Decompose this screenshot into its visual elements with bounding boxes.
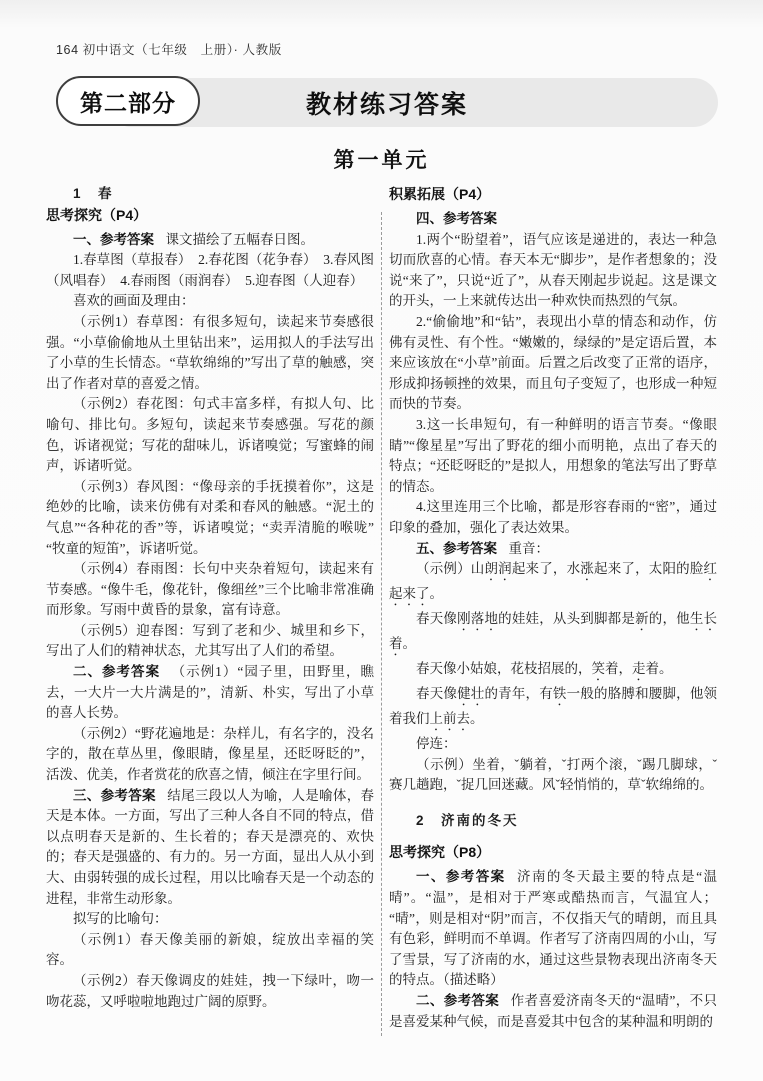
section-head-sikao-p4: 思考探究（P4） [46, 206, 148, 223]
answer-paragraph: （示例2）“野花遍地是：杂样儿，有名字的，没名字的，散在草丛里，像眼睛，像星星，还眨呀眨的”，活泼、优美，作者赏花的欣喜之情，倾注在字里行间。 [46, 725, 374, 783]
answer-paragraph: 停连： [416, 736, 457, 752]
answer-paragraph: （示例5）迎春图：写到了老和少、城里和乡下，写出了人们的精神状态，尤其写出了人们的希望。 [46, 622, 374, 659]
answer-paragraph: 4.这里连用三个比喻，都是形容春雨的“密”，通过印象的叠加，强化了表达效果。 [389, 499, 717, 535]
unit-title: 第一单元 [333, 149, 430, 172]
answer-paragraph: （示例）坐着，ˇ躺着，ˇ打两个滚，ˇ踢几脚球，ˇ赛几趟跑，ˇ捉几回迷藏。风ˇ轻悄悄的，草ˇ软绵绵的。 [389, 756, 717, 793]
answer-paragraph: 三、参考答案 结尾三段以人为喻，人是喻体，春天是本体。一方面，写出了三种人各自不同的特点，借以点明春天是新的、生长着的；春天是漂亮的、欢快的；春天是强盛的、有力的。另一方面，显出人从小到大、由弱转强的成长过程，用以比喻春天是一个动态的进程，非常生动形象。 [46, 787, 375, 906]
answer-paragraph: 一、参考答案 课文描绘了五幅春日图。 [73, 231, 314, 247]
answer-lead: 二、参考答案 [73, 664, 161, 680]
answer-paragraph: （示例2）春天像调皮的娃娃，拽一下绿叶，吻一吻花蕊，又呼啦啦地跑过广阔的原野。 [46, 972, 374, 1009]
answer-lead: 四、参考答案 [416, 211, 497, 226]
answer-paragraph: 1.春草图（草报春） 2.春花图（花争春） 3.春风图（风唱春） 4.春雨图（雨润春） 5.迎春图（人迎春） [46, 252, 374, 288]
answer-paragraph [389, 209, 717, 230]
answer-paragraph: 二、参考答案 作者喜爱济南冬天的“温晴”，不只是喜爱某种气候，而是喜爱其中包含的某种温和明朗的 [389, 993, 717, 1029]
right-column [389, 184, 717, 1040]
answer-lead: 五、参考答案 [416, 540, 497, 556]
left-column [46, 184, 374, 1040]
answer-paragraph: 3.这一长串短句，有一种鲜明的语言节奏。“像眼睛”“像星星”写出了野花的细小而明艳，点出了春天的特点；“还眨呀眨的”是拟人，用想象的笔法写出了野草的情态。 [389, 416, 717, 494]
banner-title: 教材练习答案 [305, 90, 468, 119]
answer-paragraph-emphasis: 春天像小姑娘，花枝招展的，笑着，走着。 [416, 661, 673, 677]
answer-lead: 三、参考答案 [73, 787, 156, 803]
section-head-sikao-p8: 思考探究（P8） [389, 844, 491, 861]
answer-paragraph: （示例1）春草图：有很多短句，读起来节奏感很强。“小草偷偷地从土里钻出来”，运用拟人的手法写出了小草的生长情态。“草软绵绵的”写出了草的触感，突出了作者对草的喜爱之情。 [46, 313, 374, 391]
answer-paragraph: 2.“偷偷地”和“钻”，表现出小草的情态和动作，仿佛有灵性、有个性。“嫩嫩的，绿绿的”是定语后置，本来应该放在“小草”前面。后置之后改变了正常的语序，形成抑扬顿挫的效果，而且句子变短了，也形成一种短而快的节奏。 [389, 313, 717, 412]
answer-paragraph-emphasis: （示例）山朗润起来了，水涨起来了，太阳的脸红起来了。 [389, 561, 718, 602]
answer-paragraph: （示例4）春雨图：长句中夹杂着短句，读起来有节奏感。“像牛毛，像花针，像细丝”三个比喻非常准确而形象。写雨中黄昏的景象，富有诗意。 [46, 561, 374, 618]
answer-paragraph: 拟写的比喻句： [73, 911, 168, 927]
column-divider [374, 184, 389, 1040]
part-banner [56, 76, 718, 127]
page-header: 164 初中语文（七年级 上册）· 人教版 [56, 43, 282, 57]
answer-paragraph: 喜欢的画面及理由： [73, 293, 195, 309]
answer-paragraph: 五、参考答案 重音： [416, 540, 549, 556]
part-label-pill [56, 76, 200, 126]
answer-paragraph-emphasis: 春天像刚落地的娃娃，从头到脚都是新的，他生长着。 [389, 611, 718, 652]
two-column-layout [46, 184, 717, 1040]
lesson-1-title: 1 春 [73, 186, 114, 201]
answer-paragraph: （示例3）春风图：“像母亲的手抚摸着你”，这是绝妙的比喻，读来仿佛有对柔和春风的触感。“泥土的气息”“各种花的香”等，诉诸嗅觉；“卖弄清脆的喉咙”“牧童的短笛”，诉诸听觉。 [46, 478, 374, 556]
section-head-jilei-p4: 积累拓展（P4） [389, 186, 491, 202]
answer-lead: 一、参考答案 [416, 869, 506, 885]
answer-paragraph: 1.两个“盼望着”，语气应该是递进的，表达一种急切而欣喜的心情。春天本无“脚步”，是作者想象的；没说“来了”，只说“近了”，从春天刚起步说起。这是课文的开头，一上来就传达出一种欢快而热烈的气氛。 [389, 231, 717, 309]
part-label: 第二部分 [80, 89, 176, 116]
lesson-2-title: 2 济南的冬天 [416, 812, 519, 828]
answer-paragraph: （示例1）春天像美丽的新娘，绽放出幸福的笑容。 [46, 931, 374, 968]
answer-paragraph: （示例2）春花图：句式丰富多样，有拟人句、比喻句、排比句。多短句，读起来节奏感强。写花的颜色，诉诸视觉；写花的甜味儿，诉诸嗅觉；写蜜蜂的闹声，诉诸听觉。 [46, 396, 374, 474]
answer-lead: 一、参考答案 [73, 231, 154, 247]
answer-paragraph-emphasis: 春天像健壮的青年，有铁一般的胳膊和腰脚，他领着我们上前去。 [389, 686, 718, 727]
answer-paragraph: 二、参考答案 （示例1）“园子里，田野里，瞧去，一大片一大片满是的”，清新、朴实，写出了小草的喜人长势。 [46, 664, 375, 721]
answer-lead: 二、参考答案 [416, 993, 500, 1009]
answer-paragraph: 一、参考答案 济南的冬天最主要的特点是“温晴”。“温”，是相对于严寒或酷热而言，气温宜人；“晴”，则是相对“阴”而言，不仅指天气的晴朗，而且具有色彩，鲜明而不单调。作者写了济南四周的小山，写了雪景，写了济南的水，通过这些景物表现出济南冬天的特点。（描述略） [389, 869, 718, 988]
